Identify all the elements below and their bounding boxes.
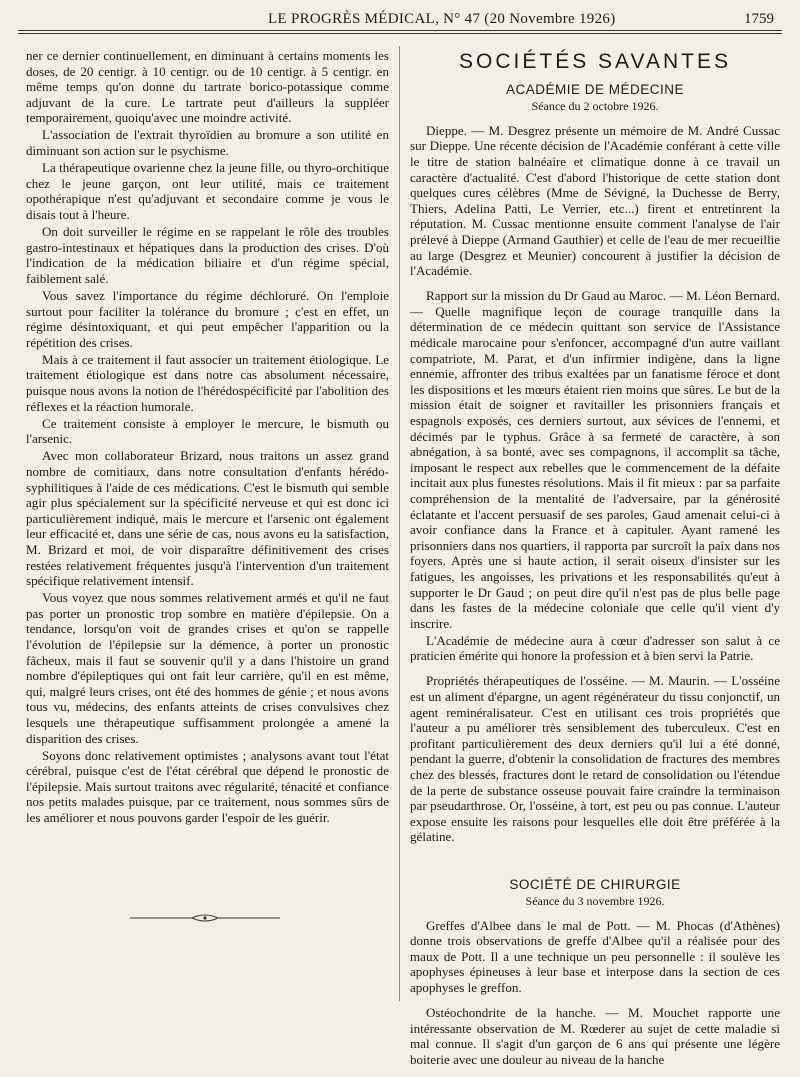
paragraph: Ostéochondrite de la hanche. — M. Mouchet rapporte une intéressante observation de M. Rœderer au sujet de cette maladie si mal connue. Il s'agit d'un garçon de 6 ans qui présente une légère boiterie avec une douleur au niveau de la hanche <box>410 1005 780 1067</box>
society-title-surgery: SOCIÉTÉ DE CHIRURGIE <box>509 876 681 892</box>
header-rule <box>18 30 782 31</box>
paragraph: La thérapeutique ovarienne chez la jeune fille, ou thyro-orchitique chez le jeune garçon, ont leur utilité, mais ce traitement opothérapique n'est qu'adjuvant et secondaire comme je vous le disais tout à l'heure. <box>26 160 389 222</box>
paragraph: Dieppe. — M. Desgrez présente un mémoire de M. André Cussac sur Dieppe. Une récente décision de l'Académie conférant à cette ville le titre de station balnéaire et climatique donne à ce travail un caractère d'actualité. C'est d'abord l'historique de cette station dont quelques cures célèbres (Mme de Sévigné, la Duchesse de Berry, Thiers, Adelina Patti, Le Verrier, etc...) firent et entretinrent la réputation. M. Cussac mentionne ensuite comment l'analyse de l'air prélevé à Dieppe (Armand Gauthier) et celle de l'eau de mer recueillie au large (Desgrez et Meunier) concourent à justifier la décision de l'Académie. <box>410 122 780 279</box>
left-column <box>26 48 389 827</box>
paragraph: Soyons donc relativement optimistes ; analysons avant tout l'état cérébral, puisque c'est de l'état cérébral que dépend le pronostic de l'épilepsie. Mais surtout traitons avec régularité, ténacité et confiance nos petits malades puisque, par ce traitement, nous sommes sûrs de les améliorer et nous pouvons garder l'espoir de les guérir. <box>26 747 389 825</box>
paragraph: Rapport sur la mission du Dr Gaud au Maroc. — M. Léon Bernard. — Quelle magnifique leçon de courage tranquille dans la détermination de ce médecin quittant son service de l'Assistance médicale marocaine pour s'enfoncer, accompagné d'un autre vaillant compatriote, M. Parat, et d'un infirmier indigène, dans la ligne ennemie, affronter des tribus exaltées par un fanatisme féroce et dont les dispositions et les mœurs étaient rien moins que sûres. Le but de la mission était de soigner et ravitailler les prisonniers français et espagnols exposés, ces derniers surtout, aux sévices de l'ennemi, et décimés par le typhus. Grâce à sa fermeté de caractère, à son abnégation, à sa bonté, avec ses compagnons, il accomplit sa tâche, imposant le respect aux rebelles que le commencement de la défaite incitait aux plus funestes résolutions. Mais il fit mieux : par sa parfaite compréhension de la mentalité de l'adversaire, par la générosité éclatante et l'accent persuasif de ses paroles, Gaud amenait celui-ci à avoir confiance dans la France et à capituler. Ayant ramené les prisonniers dans nos quartiers, il rapporta par surcroît la paix dans nos foyers. Après une si haute action, il serait oiseux d'insister sur les fatigues, les angoisses, les privations et les responsabilités qu'eut à supporter le Dr Gaud ; on peut dire qu'il n'est pas de plus belle page dans les fastes de la médecine coloniale que celle qu'il vient d'y inscrire. <box>410 288 780 631</box>
header-rule-double <box>18 33 782 34</box>
paragraph: L'association de l'extrait thyroïdien au bromure a son utilité en diminuant son action sur le psychisme. <box>26 127 389 159</box>
paragraph: Mais à ce traitement il faut associer un traitement étiologique. Le traitement étiologique est dans notre cas absolument nécessaire, puisque nous avons la notion de l'hérédospécificité par l'abolition des réflexes et la réaction humorale. <box>26 351 389 414</box>
paragraph: Ce traitement consiste à employer le mercure, le bismuth ou l'arsenic. <box>26 415 389 447</box>
page-number: 1759 <box>744 11 774 27</box>
paragraph: Propriétés thérapeutiques de l'osséine. — M. Maurin. — L'osséine est un aliment d'épargne, un agent régénérateur du tissu conjonctif, un agent reminéralisateur. C'est en utilisant ces trois propriétés que l'auteur a pu améliorer très sensiblement des tuberculeux. C'est en profitant particulièrement des deux derniers qu'il lui a été donné, pendant la guerre, d'obtenir la consolidation de fractures des membres chez des blessés, fractures dont le retard de consolidation ou l'étendue de la perte de substance osseuse pouvait faire craindre la terminaison par pseudarthrose. Or, l'osséine, à tort, est peu ou pas connue. L'auteur expose ensuite les raisons pour lesquelles elle doit être préférée à la gélatine. <box>410 673 780 845</box>
right-column <box>410 48 780 1069</box>
paragraph: Greffes d'Albee dans le mal de Pott. — M. Phocas (d'Athènes) donne trois observations de greffe d'Albee qu'il a réalisée pour des maux de Pott. Il a une technique un peu personnelle : il soulève les apophyses épineuses à leur base et interpose dans la section de ces apophyses le greffon. <box>410 917 780 996</box>
paragraph: Avec mon collaborateur Brizard, nous traitons un assez grand nombre de comitiaux, dans notre consultation d'enfants hérédo-syphilitiques à l'aide de ces médications. C'est le bismuth qui semble agir plus spécialement sur la spécificité nerveuse et qui est donc ici particulièrement indiqué, mais le mercure et l'arsenic ont également leur efficacité et, dans une série de cas, nous avons eu la satisfaction, M. Brizard et moi, de voir disparaître définitivement des crises restées relativement fréquentes jusqu'à l'intervention d'un traitement spécifique relativement intensif. <box>26 448 389 589</box>
meeting-date: Séance du 3 novembre 1926. <box>525 894 665 909</box>
journal-title: LE PROGRÈS MÉDICAL, N° 47 (20 Novembre 1926) <box>268 11 616 27</box>
paragraph: L'Académie de médecine aura à cœur d'adresser son salut à ce praticien émérite qui honore la profession et à bien servi la Patrie. <box>410 632 780 664</box>
column-divider <box>399 46 400 1001</box>
section-title: SOCIÉTÉS SAVANTES <box>459 50 731 73</box>
paragraph: Vous savez l'importance du régime déchloruré. On l'emploie surtout pour faciliter la tolérance du bromure ; c'est en effet, un régime désintoxiquant, et qui peut empêcher l'apparition ou la répétition des crises. <box>26 287 389 350</box>
paragraph: ner ce dernier continuellement, en diminuant à certains moments les doses, de 20 centigr. à 10 centigr. ou de 10 centigr. à 5 centigr. en même temps qu'on donne du tartrate borico-potassique comme adjuvant de la cure. Le tartrate peut d'ailleurs la suppléer temporairement, quoiqu'avec une moindre activité. <box>26 48 389 126</box>
meeting-date: Séance du 2 octobre 1926. <box>531 99 659 114</box>
ornament-divider <box>130 912 280 924</box>
paragraph: On doit surveiller le régime en se rappelant le rôle des troubles gastro-intestinaux et hépatiques dans la production des crises. D'où l'indication de la médication biliaire et d'un régime spécial, faiblement salé. <box>26 224 389 286</box>
society-title-academy: ACADÉMIE DE MÉDECINE <box>505 81 685 97</box>
paragraph: Vous voyez que nous sommes relativement armés et qu'il ne faut pas porter un pronostic trop sombre en matière d'épilepsie. On a tendance, lorsqu'on voit de grandes crises et qu'on se rappelle l'évolution de l'épilepsie sur la démence, à porter un pronostic fâcheux, mais il faut se souvenir qu'il y a dans l'histoire un grand nombre d'épileptiques qui ont fait leur carrière, qu'il en est même, qui, malgré leurs crises, ont été des hommes de génie ; et nous avons tous vu, médecins, des enfants atteints de crises convulsives chez lesquels une thérapeutique suffisamment prolongée a amené la disparition des crises. <box>26 590 389 746</box>
